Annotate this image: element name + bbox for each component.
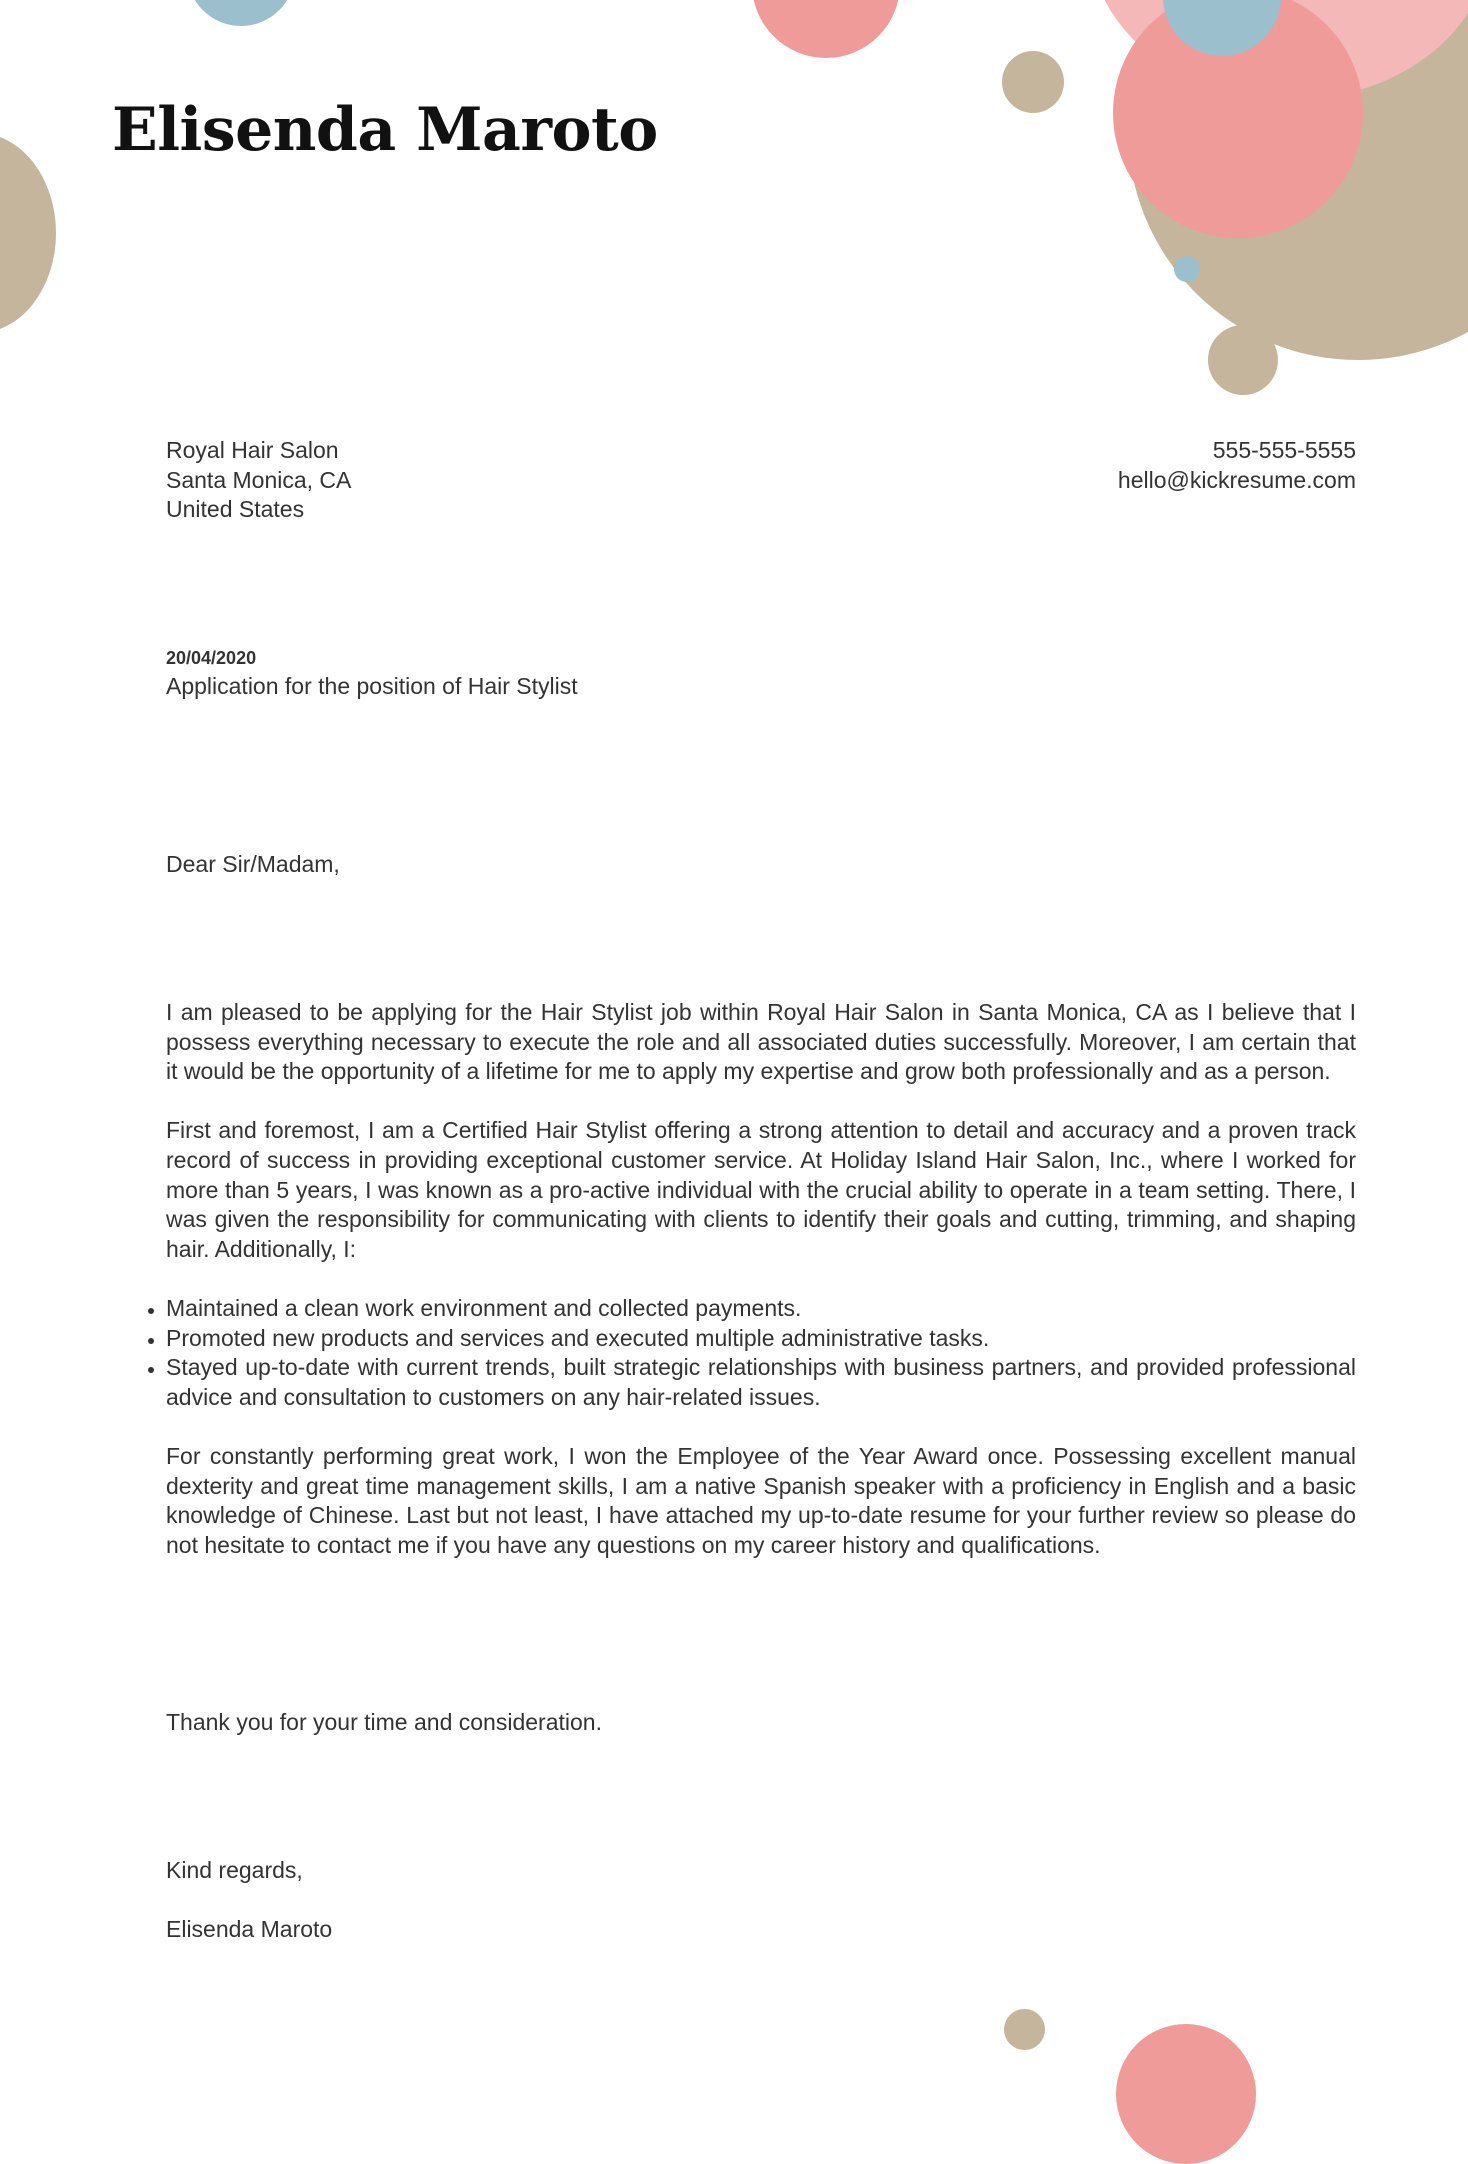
decor-circle-tan-small-top (1002, 51, 1064, 113)
letter-closing: Thank you for your time and consideration. (166, 1709, 602, 1735)
list-item: • Maintained a clean work environment and collected payments. (166, 1294, 1356, 1324)
letter-subject: Application for the position of Hair Stylist (166, 673, 578, 699)
decor-circle-tan-left (0, 133, 56, 333)
letter-date: 20/04/2020 (166, 648, 257, 668)
decor-circle-tan-small-bottom (1004, 2009, 1045, 2050)
decor-circle-pink-top (752, 0, 900, 58)
letter-signature: Elisenda Maroto (166, 1916, 333, 1942)
decor-circle-pink-bottom (1116, 2024, 1256, 2164)
list-item: • Promoted new products and services and executed multiple administrative tasks. (166, 1324, 1356, 1354)
recipient-address (166, 436, 351, 525)
letter-salutation: Dear Sir/Madam, (166, 851, 340, 877)
contact-phone: 555-555-5555 (1212, 437, 1356, 463)
decor-circle-blue-tiny (1174, 256, 1200, 282)
recipient-city: Santa Monica, CA (166, 466, 352, 493)
applicant-name: Elisenda Maroto (112, 95, 658, 165)
decor-circle-blue-top-left (187, 0, 295, 26)
contact-email: hello@kickresume.com (1117, 466, 1356, 493)
letter-body (166, 998, 1356, 1590)
recipient-company: Royal Hair Salon (166, 437, 339, 463)
achievements-list (166, 1294, 1356, 1412)
body-paragraph-2: First and foremost, I am a Certified Hair Stylist offering a strong attention to detail and accuracy and a proven track record of success in providing exceptional customer service. At Holiday Island Hair Salon, Inc., where I worked for more than 5 years, I was known as a pro-active individual with the crucial ability to operate in a team setting. There, I was given the responsibility for communicating with clients to identify their goals and cutting, trimming, and shaping hair. Additionally, I: (166, 1117, 1356, 1262)
letter-sign-off: Kind regards, (166, 1857, 303, 1883)
decor-circle-tan-medium-right (1208, 325, 1278, 395)
body-paragraph-3: For constantly performing great work, I won the Employee of the Year Award once. Possessing excellent manual dexterity and great time management skills, I am a native Spanish speaker with a proficiency in English and a basic knowledge of Chinese. Last but not least, I have attached my up-to-date resume for your further review so please do not hesitate to contact me if you have any questions on my career history and qualifications. (166, 1442, 1356, 1558)
contact-info (1118, 436, 1356, 495)
body-paragraph-1: I am pleased to be applying for the Hair Stylist job within Royal Hair Salon in Santa Monica, CA as I believe that I possess everything necessary to execute the role and all associated duties successfully. Moreover, I am certain that it would be the opportunity of a lifetime for me to apply my expertise and grow both professionally and as a person. (166, 999, 1356, 1085)
list-item: • Stayed up-to-date with current trends, built strategic relationships with business partners, and provided professional advice and consultation to customers on any hair-related issues. (166, 1353, 1356, 1412)
recipient-country: United States (166, 496, 305, 523)
